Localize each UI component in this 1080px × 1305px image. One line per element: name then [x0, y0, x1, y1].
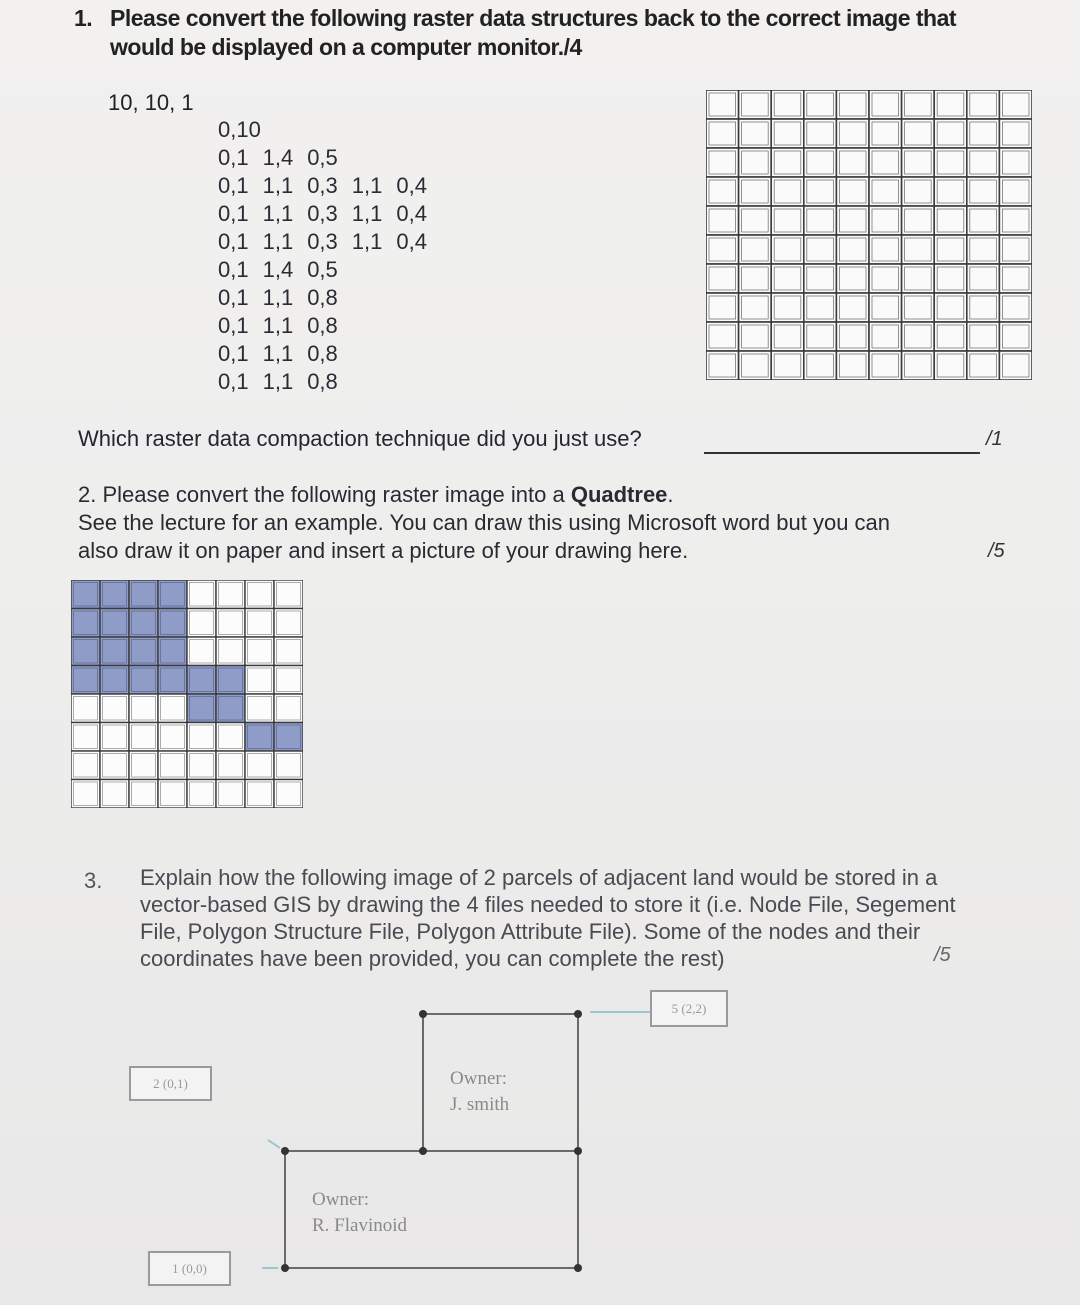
raster-cell-filled	[129, 666, 158, 695]
raster-cell-empty	[71, 723, 100, 752]
raster-cell-empty	[245, 694, 274, 723]
node-point	[574, 1147, 582, 1155]
node-1-label: 1 (0,0)	[148, 1251, 231, 1286]
grid-cell[interactable]	[967, 264, 1000, 293]
raster-cell-filled	[187, 694, 216, 723]
q1-line1: Please convert the following raster data structures back to the correct image that	[110, 5, 957, 31]
q3-line1: Explain how the following image of 2 parcels of adjacent land would be stored in a	[140, 865, 938, 890]
rle-row	[218, 228, 441, 256]
rle-pair: 0,4	[396, 229, 427, 254]
raster-cell-filled	[71, 609, 100, 638]
raster-cell-empty	[187, 580, 216, 609]
rle-pair: 0,1	[218, 285, 249, 310]
grid-cell[interactable]	[836, 90, 869, 119]
raster-cell-empty	[216, 751, 245, 780]
grid-cell[interactable]	[967, 90, 1000, 119]
raster-header: 10, 10, 1	[108, 90, 194, 115]
raster-cell-empty	[158, 780, 187, 809]
grid-cell[interactable]	[934, 177, 967, 206]
owner-label: Owner:	[312, 1189, 369, 1210]
rle-pair: 0,1	[218, 369, 249, 394]
raster-cell-filled	[71, 637, 100, 666]
owner-jsmith	[450, 1066, 509, 1118]
raster-cell-filled	[216, 666, 245, 695]
rle-pair: 0,4	[396, 201, 427, 226]
grid-cell[interactable]	[804, 90, 837, 119]
grid-cell[interactable]	[706, 351, 739, 380]
grid-cell[interactable]	[739, 206, 772, 235]
grid-cell[interactable]	[869, 264, 902, 293]
rle-pair: 0,1	[218, 313, 249, 338]
grid-cell[interactable]	[934, 90, 967, 119]
raster-cell-empty	[274, 666, 303, 695]
grid-cell[interactable]	[999, 235, 1032, 264]
rle-pair: 0,1	[218, 341, 249, 366]
grid-cell[interactable]	[771, 90, 804, 119]
grid-cell[interactable]	[836, 148, 869, 177]
grid-cell[interactable]	[967, 293, 1000, 322]
grid-cell[interactable]	[902, 177, 935, 206]
rle-pair: 0,8	[307, 285, 338, 310]
grid-cell[interactable]	[771, 351, 804, 380]
owner-name: J. smith	[450, 1094, 510, 1115]
grid-cell[interactable]	[804, 264, 837, 293]
grid-cell[interactable]	[967, 177, 1000, 206]
q2-line1-post: .	[667, 482, 674, 507]
rle-pair: 1,1	[262, 369, 294, 394]
grid-cell[interactable]	[902, 90, 935, 119]
grid-cell[interactable]	[967, 206, 1000, 235]
rle-pair: 0,3	[307, 201, 338, 226]
raster-cell-filled	[100, 637, 129, 666]
raster-cell-filled	[100, 666, 129, 695]
rle-pair: 0,4	[396, 173, 427, 198]
q2-line3: also draw it on paper and insert a picture of your drawing here.	[78, 538, 689, 563]
grid-cell[interactable]	[967, 119, 1000, 148]
grid-cell[interactable]	[706, 148, 739, 177]
grid-cell[interactable]	[739, 351, 772, 380]
grid-cell[interactable]	[934, 322, 967, 351]
rle-pair: 1,1	[262, 313, 294, 338]
grid-cell[interactable]	[967, 235, 1000, 264]
rle-pair: 0,10	[218, 117, 261, 142]
raster-cell-empty	[158, 751, 187, 780]
run-length-encoding	[218, 116, 441, 396]
grid-cell[interactable]	[999, 177, 1032, 206]
grid-cell[interactable]	[804, 177, 837, 206]
raster-cell-filled	[216, 694, 245, 723]
q3-line3: File, Polygon Structure File, Polygon Attribute File). Some of the nodes and their	[140, 919, 921, 944]
grid-cell[interactable]	[902, 148, 935, 177]
grid-cell[interactable]	[836, 264, 869, 293]
grid-cell[interactable]	[869, 293, 902, 322]
grid-cell[interactable]	[999, 148, 1032, 177]
grid-cell[interactable]	[934, 293, 967, 322]
grid-cell[interactable]	[739, 264, 772, 293]
q3-text	[140, 864, 1030, 972]
raster-cell-empty	[158, 723, 187, 752]
rle-row	[218, 340, 441, 368]
grid-cell[interactable]	[869, 235, 902, 264]
grid-cell[interactable]	[771, 206, 804, 235]
rle-pair: 0,1	[218, 145, 249, 170]
rle-pair: 0,1	[218, 173, 249, 198]
raster-cell-empty	[71, 751, 100, 780]
grid-cell[interactable]	[836, 351, 869, 380]
raster-cell-empty	[187, 751, 216, 780]
grid-cell[interactable]	[934, 119, 967, 148]
rle-pair: 1,1	[351, 201, 383, 226]
rle-pair: 1,4	[262, 145, 294, 170]
grid-cell[interactable]	[804, 148, 837, 177]
node-point	[419, 1147, 427, 1155]
grid-cell[interactable]	[836, 177, 869, 206]
grid-cell[interactable]	[934, 264, 967, 293]
grid-cell[interactable]	[902, 206, 935, 235]
raster-cell-filled	[71, 580, 100, 609]
grid-cell[interactable]	[739, 293, 772, 322]
grid-cell[interactable]	[902, 119, 935, 148]
grid-cell[interactable]	[869, 206, 902, 235]
grid-cell[interactable]	[999, 351, 1032, 380]
rle-pair: 0,8	[307, 341, 338, 366]
owner-name: R. Flavinoid	[312, 1215, 408, 1236]
raster-cell-empty	[100, 723, 129, 752]
grid-cell[interactable]	[869, 90, 902, 119]
q1-title	[74, 4, 1034, 62]
node-point	[419, 1010, 427, 1018]
grid-cell[interactable]	[999, 322, 1032, 351]
grid-cell[interactable]	[869, 351, 902, 380]
rle-row	[218, 312, 441, 340]
grid-cell[interactable]	[836, 293, 869, 322]
grid-cell[interactable]	[706, 293, 739, 322]
raster-cell-empty	[245, 609, 274, 638]
raster-cell-empty	[187, 609, 216, 638]
raster-cell-empty	[158, 694, 187, 723]
grid-cell[interactable]	[771, 119, 804, 148]
rle-row	[218, 116, 441, 144]
grid-cell[interactable]	[739, 148, 772, 177]
raster-cell-filled	[158, 666, 187, 695]
q2-score: /5	[988, 540, 1005, 562]
grid-cell[interactable]	[739, 90, 772, 119]
raster-cell-empty	[245, 637, 274, 666]
raster-cell-empty	[216, 780, 245, 809]
q2-line2: See the lecture for an example. You can draw this using Microsoft word but you can	[78, 510, 891, 535]
q2-text	[78, 481, 978, 565]
grid-cell[interactable]	[771, 322, 804, 351]
rle-pair: 0,5	[307, 145, 338, 170]
rle-pair: 0,8	[307, 369, 338, 394]
node-point	[574, 1010, 582, 1018]
grid-cell[interactable]	[836, 235, 869, 264]
rle-pair: 1,1	[262, 173, 294, 198]
raster-cell-empty	[274, 580, 303, 609]
grid-cell[interactable]	[934, 206, 967, 235]
grid-cell[interactable]	[869, 322, 902, 351]
raster-cell-filled	[245, 723, 274, 752]
rle-pair: 1,4	[262, 257, 294, 282]
raster-cell-empty	[187, 723, 216, 752]
grid-cell[interactable]	[934, 235, 967, 264]
rle-row	[218, 284, 441, 312]
raster-cell-empty	[100, 694, 129, 723]
raster-cell-filled	[71, 666, 100, 695]
grid-cell[interactable]	[869, 177, 902, 206]
grid-cell[interactable]	[706, 90, 739, 119]
raster-cell-filled	[129, 637, 158, 666]
grid-cell[interactable]	[804, 351, 837, 380]
raster-cell-filled	[100, 580, 129, 609]
raster-cell-empty	[187, 637, 216, 666]
grid-cell[interactable]	[934, 148, 967, 177]
rle-pair: 1,1	[351, 229, 383, 254]
rle-pair: 0,3	[307, 229, 338, 254]
grid-cell[interactable]	[804, 293, 837, 322]
node-5-label: 5 (2,2)	[650, 990, 728, 1027]
raster-cell-filled	[158, 609, 187, 638]
raster-cell-empty	[129, 751, 158, 780]
rle-pair: 0,1	[218, 257, 249, 282]
node-2-label: 2 (0,1)	[129, 1066, 212, 1101]
grid-cell[interactable]	[999, 119, 1032, 148]
q3-number: 3.	[84, 868, 103, 893]
answer-grid-10x10[interactable]	[706, 90, 1032, 380]
raster-cell-empty	[71, 780, 100, 809]
grid-cell[interactable]	[967, 351, 1000, 380]
rle-pair: 1,1	[351, 173, 383, 198]
rle-pair: 0,1	[218, 229, 249, 254]
grid-cell[interactable]	[706, 322, 739, 351]
grid-cell[interactable]	[869, 119, 902, 148]
rle-pair: 0,3	[307, 173, 338, 198]
raster-cell-filled	[129, 580, 158, 609]
raster-cell-filled	[187, 666, 216, 695]
grid-cell[interactable]	[706, 235, 739, 264]
raster-cell-filled	[274, 723, 303, 752]
grid-cell[interactable]	[934, 351, 967, 380]
grid-cell[interactable]	[804, 235, 837, 264]
raster-cell-filled	[129, 609, 158, 638]
grid-cell[interactable]	[999, 90, 1032, 119]
rle-pair: 1,1	[262, 201, 294, 226]
raster-cell-empty	[245, 666, 274, 695]
rle-pair: 0,5	[307, 257, 338, 282]
raster-cell-filled	[100, 609, 129, 638]
q1-score: /1	[986, 428, 1003, 450]
raster-cell-filled	[158, 637, 187, 666]
q2-line1-pre: 2. Please convert the following raster image into a	[78, 482, 571, 507]
grid-cell[interactable]	[836, 119, 869, 148]
grid-cell[interactable]	[706, 119, 739, 148]
rle-row	[218, 200, 441, 228]
q1-number: 1.	[74, 5, 93, 31]
raster-cell-empty	[274, 780, 303, 809]
grid-cell[interactable]	[706, 206, 739, 235]
grid-cell[interactable]	[739, 235, 772, 264]
compaction-question: Which raster data compaction technique did you just use?	[78, 426, 642, 451]
grid-cell[interactable]	[771, 235, 804, 264]
answer-blank[interactable]	[704, 452, 980, 454]
node-point	[281, 1147, 289, 1155]
raster-cell-empty	[100, 751, 129, 780]
grid-cell[interactable]	[967, 322, 1000, 351]
raster-image-8x8	[71, 580, 303, 808]
rle-pair: 1,1	[262, 285, 294, 310]
rle-row	[218, 172, 441, 200]
q2-quadtree-word: Quadtree	[570, 482, 668, 507]
rle-pair: 1,1	[262, 341, 294, 366]
raster-cell-empty	[187, 780, 216, 809]
grid-cell[interactable]	[771, 177, 804, 206]
grid-cell[interactable]	[902, 351, 935, 380]
rle-row	[218, 256, 441, 284]
rle-pair: 0,8	[307, 313, 338, 338]
grid-cell[interactable]	[967, 148, 1000, 177]
raster-cell-empty	[274, 609, 303, 638]
grid-cell[interactable]	[902, 293, 935, 322]
owner-label: Owner:	[450, 1068, 507, 1089]
grid-cell[interactable]	[999, 293, 1032, 322]
grid-cell[interactable]	[706, 264, 739, 293]
grid-cell[interactable]	[804, 322, 837, 351]
rle-pair: 1,1	[262, 229, 294, 254]
owner-rflavinoid	[312, 1187, 407, 1239]
raster-cell-empty	[129, 694, 158, 723]
raster-cell-empty	[216, 723, 245, 752]
grid-cell[interactable]	[771, 148, 804, 177]
node-point	[574, 1264, 582, 1272]
q3-score: /5	[934, 944, 951, 966]
grid-cell[interactable]	[706, 177, 739, 206]
grid-cell[interactable]	[869, 148, 902, 177]
grid-cell[interactable]	[836, 322, 869, 351]
grid-cell[interactable]	[804, 119, 837, 148]
raster-cell-empty	[71, 694, 100, 723]
grid-cell[interactable]	[771, 293, 804, 322]
q3-line2: vector-based GIS by drawing the 4 files needed to store it (i.e. Node File, Segement	[140, 892, 956, 917]
q3-line4: coordinates have been provided, you can complete the rest)	[140, 946, 725, 971]
raster-cell-filled	[158, 580, 187, 609]
grid-cell[interactable]	[771, 264, 804, 293]
raster-cell-empty	[245, 580, 274, 609]
raster-cell-empty	[216, 609, 245, 638]
raster-cell-empty	[274, 637, 303, 666]
raster-cell-empty	[274, 694, 303, 723]
raster-cell-empty	[129, 780, 158, 809]
raster-cell-empty	[216, 637, 245, 666]
grid-cell[interactable]	[804, 206, 837, 235]
grid-cell[interactable]	[902, 322, 935, 351]
grid-cell[interactable]	[739, 177, 772, 206]
rle-row	[218, 144, 441, 172]
raster-cell-empty	[216, 580, 245, 609]
grid-cell[interactable]	[739, 119, 772, 148]
q1-line2: would be displayed on a computer monitor./4	[110, 34, 582, 60]
rle-row	[218, 368, 441, 396]
raster-cell-empty	[100, 780, 129, 809]
grid-cell[interactable]	[902, 235, 935, 264]
grid-cell[interactable]	[999, 206, 1032, 235]
raster-cell-empty	[274, 751, 303, 780]
grid-cell[interactable]	[836, 206, 869, 235]
node-point	[281, 1264, 289, 1272]
grid-cell[interactable]	[902, 264, 935, 293]
raster-cell-empty	[245, 751, 274, 780]
raster-cell-empty	[245, 780, 274, 809]
grid-cell[interactable]	[999, 264, 1032, 293]
grid-cell[interactable]	[739, 322, 772, 351]
arrow-node2	[268, 1140, 280, 1148]
raster-cell-empty	[129, 723, 158, 752]
rle-pair: 0,1	[218, 201, 249, 226]
